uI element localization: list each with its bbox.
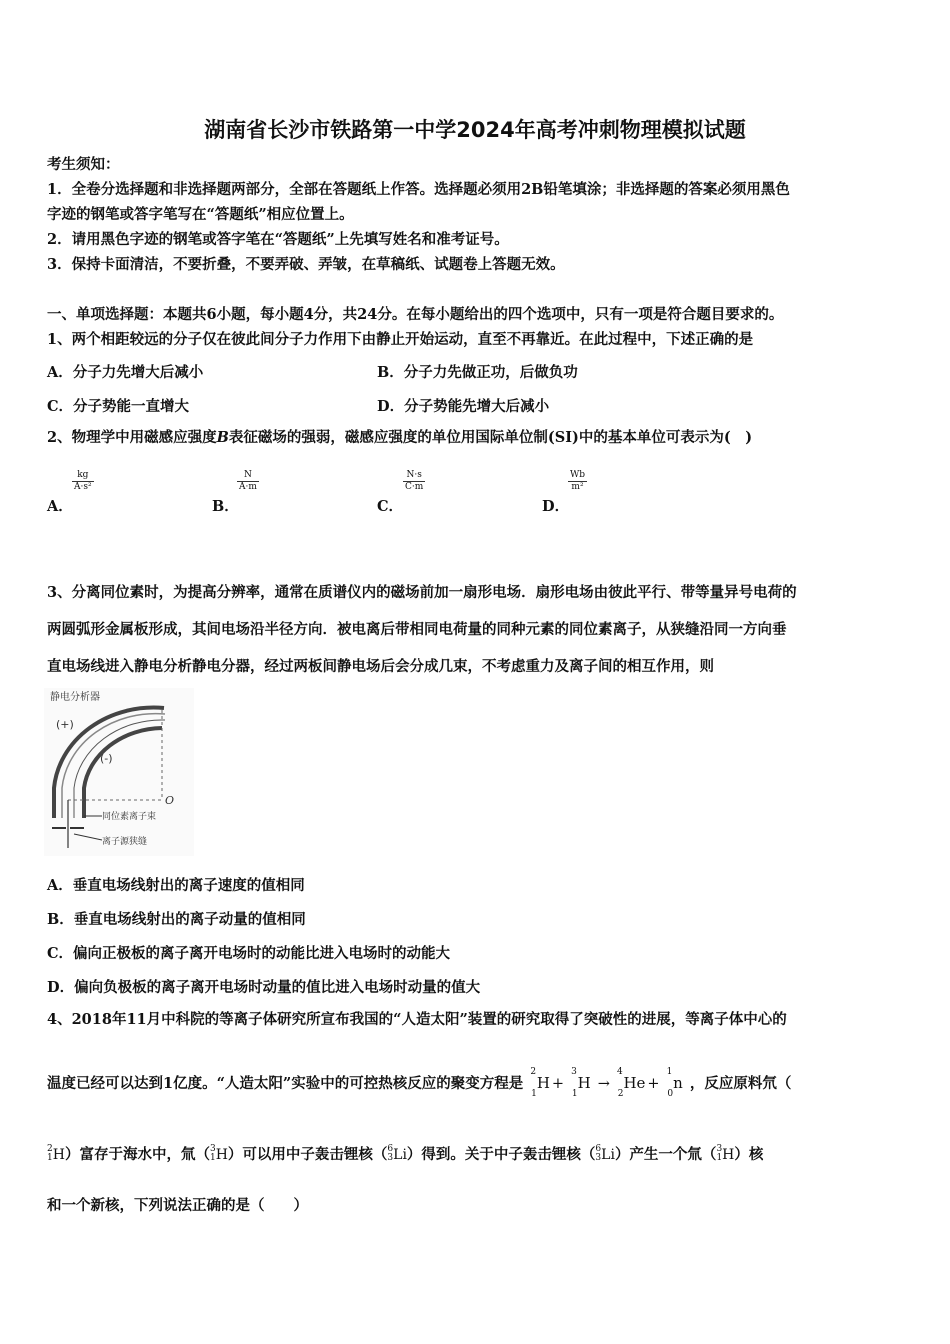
plus-sign: +	[647, 1076, 660, 1092]
q1-option-a[interactable]: A．分子力先增大后减小	[47, 364, 204, 381]
element-symbol: n	[673, 1074, 683, 1092]
mass-number: 2	[530, 1067, 537, 1077]
q4-line3-part4: ）产生一个氚（	[614, 1146, 717, 1163]
section-heading: 一、单项选择题：本题共6小题，每小题4分，共24分。在每小题给出的四个选项中，只有一项是符合题目要求的。	[47, 306, 784, 323]
q2-option-d-fraction	[568, 470, 587, 493]
atomic-number: 3	[387, 1153, 394, 1163]
isotope-tritium	[716, 1145, 734, 1165]
atomic-number: 1	[209, 1153, 216, 1163]
q2-option-b-fraction	[237, 470, 259, 493]
q3-stem-line2: 两圆弧形金属板形成，其间电场沿半径方向．被电离后带相同电荷量的同种元素的同位素离子，从狭缝沿同一方向垂	[47, 621, 787, 638]
element-symbol: H	[536, 1074, 550, 1092]
figure-minus-label: (-)	[100, 752, 113, 765]
element-symbol: H	[722, 1147, 735, 1163]
q3-stem-line3: 直电场线进入静电分析静电分器，经过两板间静电场后会分成几束，不考虑重力及离子间的相互作用，则	[47, 658, 714, 675]
q2-stem-part1: 2、物理学中用磁感应强度	[47, 429, 217, 446]
figure-plus-label: (+)	[56, 718, 74, 731]
notice-item-3: 3．保持卡面清洁，不要折叠，不要弄破、弄皱，在草稿纸、试题卷上答题无效。	[47, 256, 565, 273]
q4-stem-line2	[47, 1067, 792, 1100]
element-symbol: He	[623, 1074, 646, 1092]
q3-option-a[interactable]: A．垂直电场线射出的离子速度的值相同	[47, 877, 305, 894]
element-symbol: H	[52, 1147, 65, 1163]
q2-option-a[interactable]: A．	[47, 498, 73, 515]
q2-option-d[interactable]: D．	[542, 498, 570, 515]
element-symbol: H	[577, 1074, 591, 1092]
q4-line3-part3: ）得到。关于中子轰击锂核（	[406, 1146, 596, 1163]
q2-option-c-fraction	[403, 470, 425, 493]
mass-number: 6	[387, 1144, 394, 1154]
q3-option-c[interactable]: C．偏向正极板的离子离开电场时的动能比进入电场时的动能大	[47, 945, 451, 962]
nuclide-deuterium	[530, 1067, 550, 1100]
mass-number: 2	[47, 1144, 53, 1154]
q2-stem-part2: 表征磁场的强弱，磁感应强度的单位用国际单位制(SI)中的基本单位可表示为( )	[228, 429, 753, 446]
notice-heading: 考生须知：	[47, 156, 120, 173]
atomic-number: 1	[571, 1089, 578, 1099]
fraction-denominator: C·m	[405, 482, 424, 492]
element-symbol: Li	[601, 1147, 615, 1163]
atomic-number: 2	[617, 1089, 624, 1099]
q2-symbol-b: B	[216, 429, 229, 446]
q4-line3-part2: ）可以用中子轰击锂核（	[227, 1146, 388, 1163]
q4-line2-tail: ，反应原料氘（	[689, 1075, 792, 1092]
nuclide-helium	[616, 1067, 646, 1100]
fraction-denominator: A·s²	[74, 482, 92, 492]
plus-sign: +	[551, 1076, 565, 1092]
q1-option-d[interactable]: D．分子势能先增大后减小	[377, 398, 550, 415]
figure-title: 静电分析器	[50, 692, 100, 703]
q2-option-c[interactable]: C．	[377, 498, 404, 515]
q3-option-d[interactable]: D．偏向负极板的离子离开电场时动量的值比进入电场时动量的值大	[47, 979, 481, 996]
q2-stem	[47, 428, 752, 448]
fraction-denominator: m²	[571, 482, 584, 492]
q4-stem-line4: 和一个新核，下列说法正确的是（ ）	[47, 1197, 308, 1214]
mass-number: 4	[616, 1067, 623, 1077]
element-symbol: Li	[393, 1147, 407, 1163]
reaction-arrow: →	[597, 1076, 610, 1092]
isotope-lithium	[387, 1145, 407, 1165]
q1-option-c[interactable]: C．分子势能一直增大	[47, 398, 190, 415]
q2-option-b[interactable]: B．	[212, 498, 239, 515]
nuclide-tritium	[571, 1067, 591, 1100]
q1-stem: 1、两个相距较远的分子仅在彼此间分子力作用下由静止开始运动，直至不再靠近。在此过程中，下述正确的是	[47, 331, 754, 348]
q4-stem-line3	[47, 1145, 763, 1165]
atomic-number: 1	[47, 1153, 53, 1163]
atomic-number: 1	[716, 1153, 723, 1163]
mass-number: 3	[571, 1067, 577, 1077]
isotope-lithium	[595, 1145, 615, 1165]
atomic-number: 1	[531, 1089, 537, 1099]
mass-number: 3	[209, 1144, 216, 1154]
q4-stem-line1: 4、2018年11月中科院的等离子体研究所宣布我国的“人造太阳”装置的研究取得了突破性的进展，等离子体中心的	[47, 1011, 787, 1028]
fraction-numerator: kg	[72, 470, 94, 482]
atomic-number: 3	[595, 1153, 602, 1163]
figure-slit-label: 离子源狭缝	[102, 837, 148, 847]
q3-option-b[interactable]: B．垂直电场线射出的离子动量的值相同	[47, 911, 306, 928]
q2-option-a-fraction	[72, 470, 94, 493]
notice-item-2: 2．请用黑色字迹的钢笔或答字笔在“答题纸”上先填写姓名和准考证号。	[47, 231, 509, 248]
fraction-denominator: A·m	[239, 482, 257, 492]
isotope-tritium	[210, 1145, 228, 1165]
atomic-number: 0	[667, 1089, 674, 1099]
figure-beam-label: 同位素离子束	[102, 812, 157, 822]
notice-item-1a: 1．全卷分选择题和非选择题两部分，全部在答题纸上作答。选择题必须用2B铅笔填涂；非选择题的答案必须用黑色	[47, 181, 790, 198]
fraction-numerator: N·s	[403, 470, 425, 482]
mass-number: 1	[666, 1067, 673, 1077]
isotope-deuterium	[47, 1145, 65, 1165]
q4-line3-part1: ）富存于海水中，氚（	[64, 1146, 210, 1163]
element-symbol: H	[215, 1147, 228, 1163]
page-title: 湖南省长沙市铁路第一中学2024年高考冲刺物理模拟试题	[204, 118, 746, 142]
q3-stem-line1: 3、分离同位素时，为提高分辨率，通常在质谱仪内的磁场前加一扇形电场．扇形电场由彼此平行、带等量异号电荷的	[47, 584, 797, 601]
nuclide-neutron	[666, 1067, 683, 1100]
electrostatic-analyzer-figure	[44, 688, 194, 856]
notice-item-1b: 字迹的钢笔或答字笔写在“答题纸”相应位置上。	[47, 206, 354, 223]
q4-line2-text: 温度已经可以达到1亿度。“人造太阳”实验中的可控热核反应的聚变方程是	[47, 1075, 524, 1092]
mass-number: 6	[595, 1144, 602, 1154]
q1-option-b[interactable]: B．分子力先做正功，后做负功	[377, 364, 578, 381]
figure-origin-label: O	[165, 794, 175, 807]
fraction-numerator: Wb	[570, 470, 586, 480]
q4-line3-part5: ）核	[734, 1146, 764, 1163]
mass-number: 3	[716, 1144, 723, 1154]
fraction-numerator: N	[237, 470, 259, 482]
